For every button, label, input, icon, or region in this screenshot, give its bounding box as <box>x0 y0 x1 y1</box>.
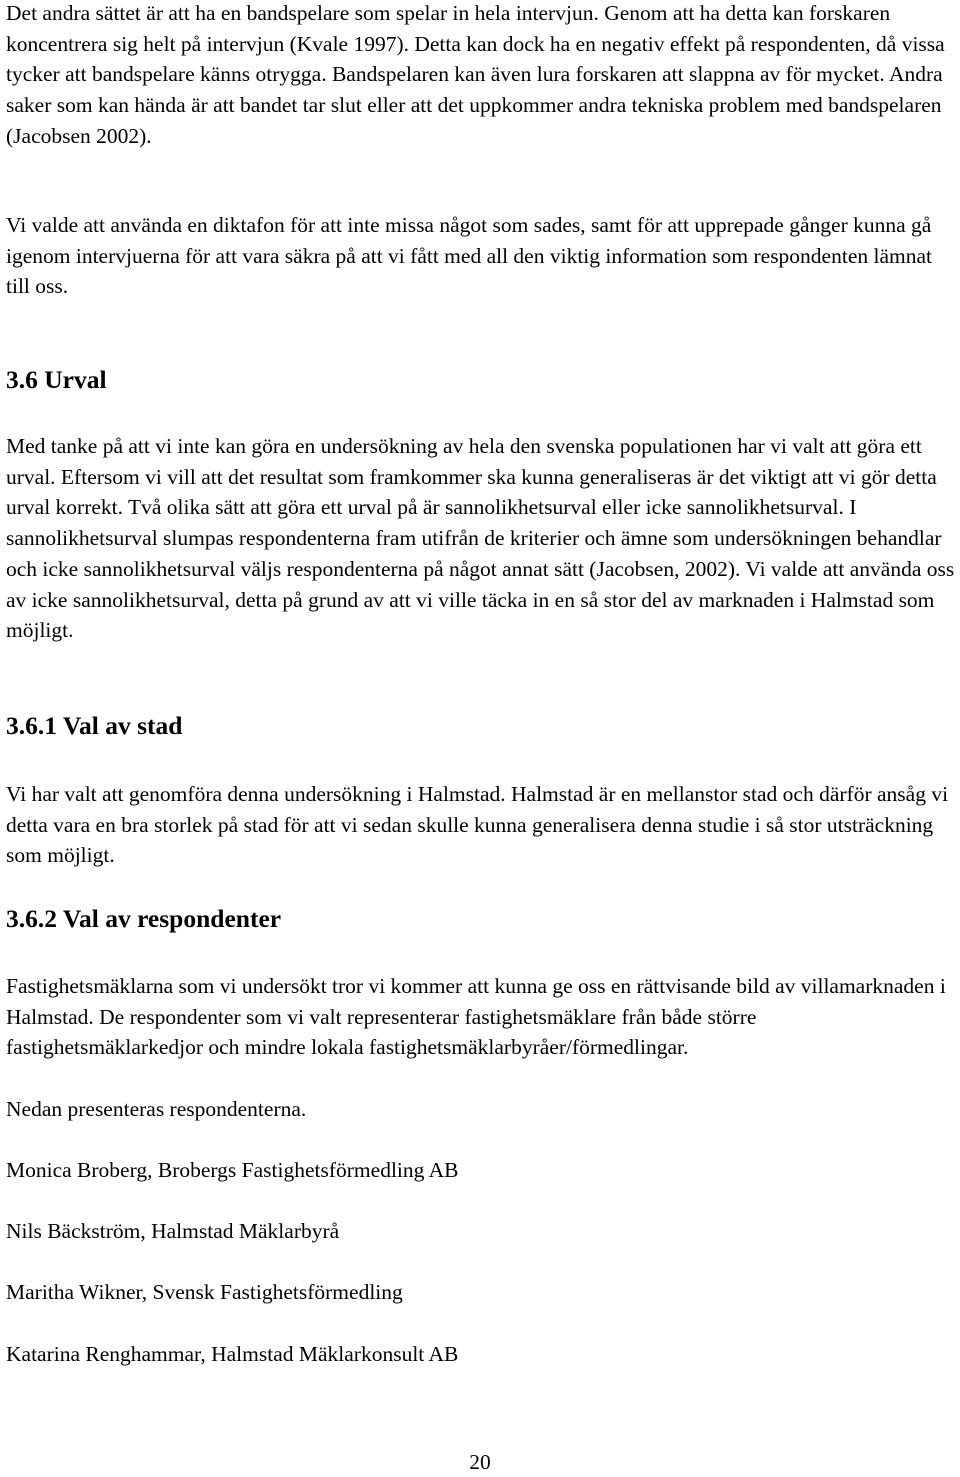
respondent-item: Katarina Renghammar, Halmstad Mäklarkonsult AB <box>6 1342 459 1366</box>
respondent-item: Maritha Wikner, Svensk Fastighetsförmedling <box>6 1280 403 1304</box>
paragraph-urval: Med tanke på att vi inte kan göra en undersökning av hela den svenska populationen har vi valt att göra ett urval. Eftersom vi vill att det resultat som framkommer ska kunna generaliseras är det viktigt att vi gör detta urval korrekt. Två olika sätt att göra ett urval på är sannolikhetsurval eller icke sannolikhetsurval. I sannolikhetsurval slumpas respondenterna fram utifrån de kriterier och ämne som undersökningen behandlar och icke sannolikhetsurval väljs respondenterna på något annat sätt (Jacobsen, 2002). Vi valde att använda oss av icke sannolikhetsurval, detta på grund av att vi ville täcka in en så stor del av marknaden i Halmstad som möjligt. <box>6 434 955 643</box>
respondent-item: Nils Bäckström, Halmstad Mäklarbyrå <box>6 1219 340 1243</box>
page-number: 20 <box>469 1450 491 1474</box>
paragraph-bandspelare: Det andra sättet är att ha en bandspelare som spelar in hela intervjun. Genom att ha detta kan forskaren koncentrera sig helt på intervjun (Kvale 1997). Detta kan dock ha en negativ effekt på respondenten, då vissa tycker att bandspelare känns otrygga. Bandspelaren kan även lura forskaren att slappna av för mycket. Andra saker som kan hända är att bandet tar slut eller att det uppkommer andra tekniska problem med bandspelaren (Jacobsen 2002). <box>6 1 945 148</box>
paragraph-respondenter: Fastighetsmäklarna som vi undersökt tror vi kommer att kunna ge oss en rättvisande bild av villamarknaden i Halmstad. De respondenter som vi valt representerar fastighetsmäklare från både större fastighetsmäklarkedjor och mindre lokala fastighetsmäklarbyråer/förmedlingar. <box>6 974 946 1060</box>
heading-val-av-stad: 3.6.1 Val av stad <box>6 711 183 740</box>
paragraph-diktafon: Vi valde att använda en diktafon för att inte missa något som sades, samt för att upprepade gånger kunna gå igenom intervjuerna för att vara säkra på att vi fått med all den viktig information som respondenten lämnat till oss. <box>6 213 933 299</box>
respondent-item: Monica Broberg, Brobergs Fastighetsförmedling AB <box>6 1158 459 1182</box>
heading-urval: 3.6 Urval <box>6 365 107 394</box>
paragraph-nedan-presenteras: Nedan presenteras respondenterna. <box>6 1097 307 1121</box>
paragraph-val-av-stad: Vi har valt att genomföra denna undersökning i Halmstad. Halmstad är en mellanstor stad och därför ansåg vi detta vara en bra storlek på stad för att vi sedan skulle kunna generalisera denna studie i så stor utsträckning som möjligt. <box>6 782 949 868</box>
heading-val-av-respondenter: 3.6.2 Val av respondenter <box>6 904 282 933</box>
